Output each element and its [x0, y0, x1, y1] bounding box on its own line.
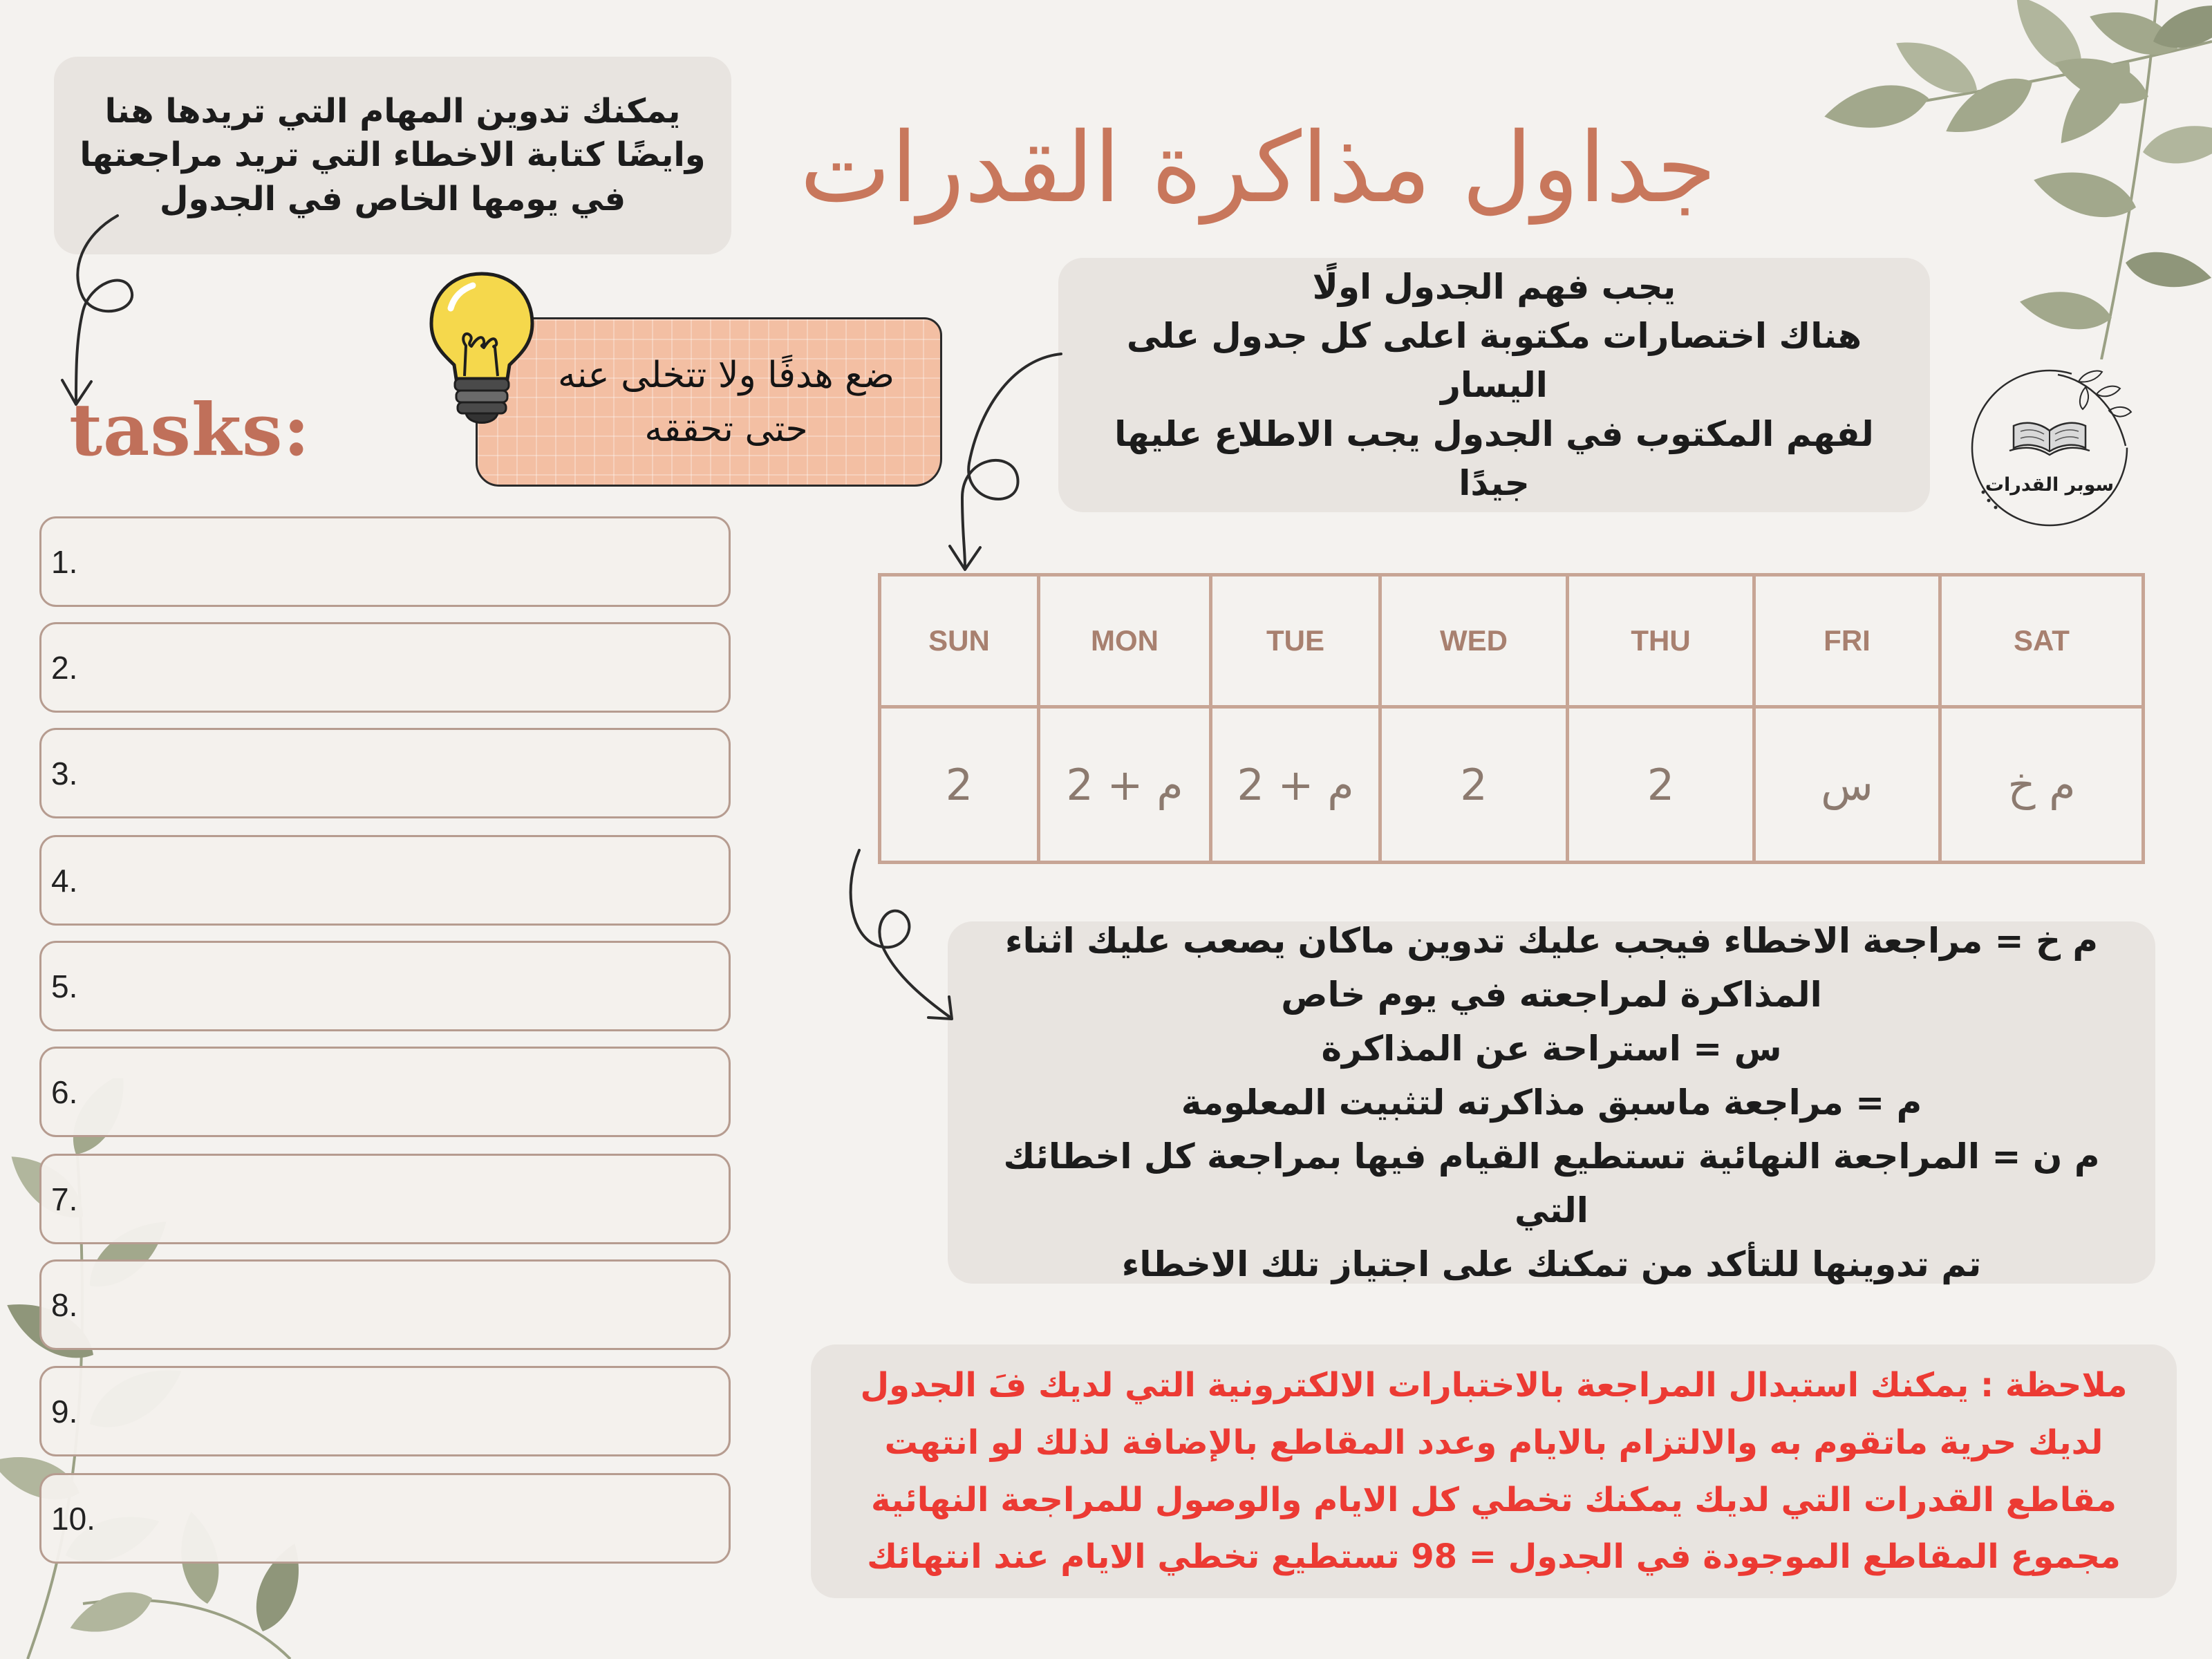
task-field[interactable] [39, 1473, 731, 1564]
day-header-thu: THU [1568, 575, 1754, 707]
lightbulb-icon [423, 268, 541, 431]
legend-box [948, 921, 2155, 1284]
tasks-hint-line: في يومها الخاص في الجدول [159, 179, 626, 218]
tasks-hint-line: وايضًا كتابة الاخطاء التي تريد مراجعتها [79, 135, 706, 175]
curly-arrow-icon [41, 207, 194, 415]
day-header-mon: MON [1039, 575, 1211, 707]
task-number: 4. [51, 862, 78, 899]
legend-line: المذاكرة لمراجعته في يوم خاص [1281, 975, 1822, 1015]
instructions-line: يجب فهم الجدول اولًا [1312, 266, 1676, 307]
legend-line: س = استراحة عن المذاكرة [1321, 1029, 1782, 1069]
task-field[interactable] [39, 1154, 731, 1244]
note-line: لديك حرية ماتقوم به والالتزام بالايام وعدد المقاطع بالإضافة لذلك لو انتهت [884, 1423, 2103, 1462]
tasks-heading: tasks: [69, 387, 310, 472]
note-line: ملاحظة : يمكنك استبدال المراجعة بالاختبارات الالكترونية التي لديك فَ الجدول [860, 1366, 2128, 1405]
brand-logo [1961, 359, 2138, 536]
task-number: 9. [51, 1393, 78, 1430]
note-line: مقاطع القدرات التي لديك يمكنك تخطي كل الايام والوصول للمراجعة النهائية [870, 1480, 2117, 1519]
task-field[interactable] [39, 835, 731, 926]
note-box [811, 1344, 2177, 1598]
task-number: 10. [51, 1500, 95, 1537]
task-number: 3. [51, 755, 78, 791]
open-book-icon [1961, 359, 2138, 536]
task-field[interactable] [39, 728, 731, 818]
goal-note [476, 317, 942, 487]
legend-line: م خ = مراجعة الاخطاء فيجب عليك تدوين ماكان يصعب عليك اثناء [1004, 921, 2099, 961]
task-number: 6. [51, 1074, 78, 1110]
day-header-fri: FRI [1754, 575, 1940, 707]
task-field[interactable] [39, 941, 731, 1031]
day-header-sun: SUN [880, 575, 1039, 707]
task-field[interactable] [39, 1366, 731, 1456]
schedule-table [878, 573, 2145, 864]
schedule-cell-sat: م خ [1940, 707, 2144, 863]
task-number: 2. [51, 649, 78, 686]
instructions-line: هناك اختصارات مكتوبة اعلى كل جدول على اليسار [1126, 315, 1862, 405]
day-header-sat: SAT [1940, 575, 2144, 707]
schedule-values-row [880, 707, 2144, 863]
legend-line: م ن = المراجعة النهائية تستطيع القيام فيها بمراجعة كل اخطائك التي [1003, 1136, 2100, 1230]
legend-line: م = مراجعة ماسبق مذاكرته لتثبيت المعلومة [1181, 1082, 1922, 1123]
note-line: مجموع المقاطع الموجودة في الجدول = 98 تستطيع تخطي الايام عند انتهائك [867, 1537, 2121, 1577]
task-field[interactable] [39, 622, 731, 713]
task-number: 7. [51, 1181, 78, 1217]
schedule-cell-fri: س [1754, 707, 1940, 863]
instructions-line: لفهم المكتوب في الجدول يجب الاطلاع عليها جيدًا [1114, 413, 1874, 503]
page-title: جداول مذاكرة القدرات [799, 112, 1717, 225]
schedule-cell-sun: 2 [880, 707, 1039, 863]
legend-line: تم تدوينها للتأكد من تمكنك على اجتياز تلك الاخطاء [1121, 1244, 1982, 1284]
schedule-cell-tue: م + 2 [1211, 707, 1380, 863]
instructions-box [1058, 258, 1930, 512]
schedule-cell-thu: 2 [1568, 707, 1754, 863]
task-field[interactable] [39, 1259, 731, 1350]
goal-note-line: ضع هدفًا ولا تتخلى عنه [557, 354, 895, 396]
logo-text: سوبر القدرات [1985, 474, 2115, 496]
schedule-cell-mon: م + 2 [1039, 707, 1211, 863]
curly-arrow-icon [919, 339, 1085, 577]
task-field[interactable] [39, 516, 731, 607]
goal-note-line: حتى تحققه [644, 408, 808, 450]
schedule-cell-wed: 2 [1380, 707, 1568, 863]
task-field[interactable] [39, 1047, 731, 1137]
schedule-header-row [880, 575, 2144, 707]
task-number: 5. [51, 968, 78, 1004]
task-number: 8. [51, 1286, 78, 1323]
task-number: 1. [51, 543, 78, 580]
day-header-wed: WED [1380, 575, 1568, 707]
tasks-hint-line: يمكنك تدوين المهام التي تريدها هنا [104, 91, 681, 131]
day-header-tue: TUE [1211, 575, 1380, 707]
curly-arrow-icon [840, 845, 978, 1038]
